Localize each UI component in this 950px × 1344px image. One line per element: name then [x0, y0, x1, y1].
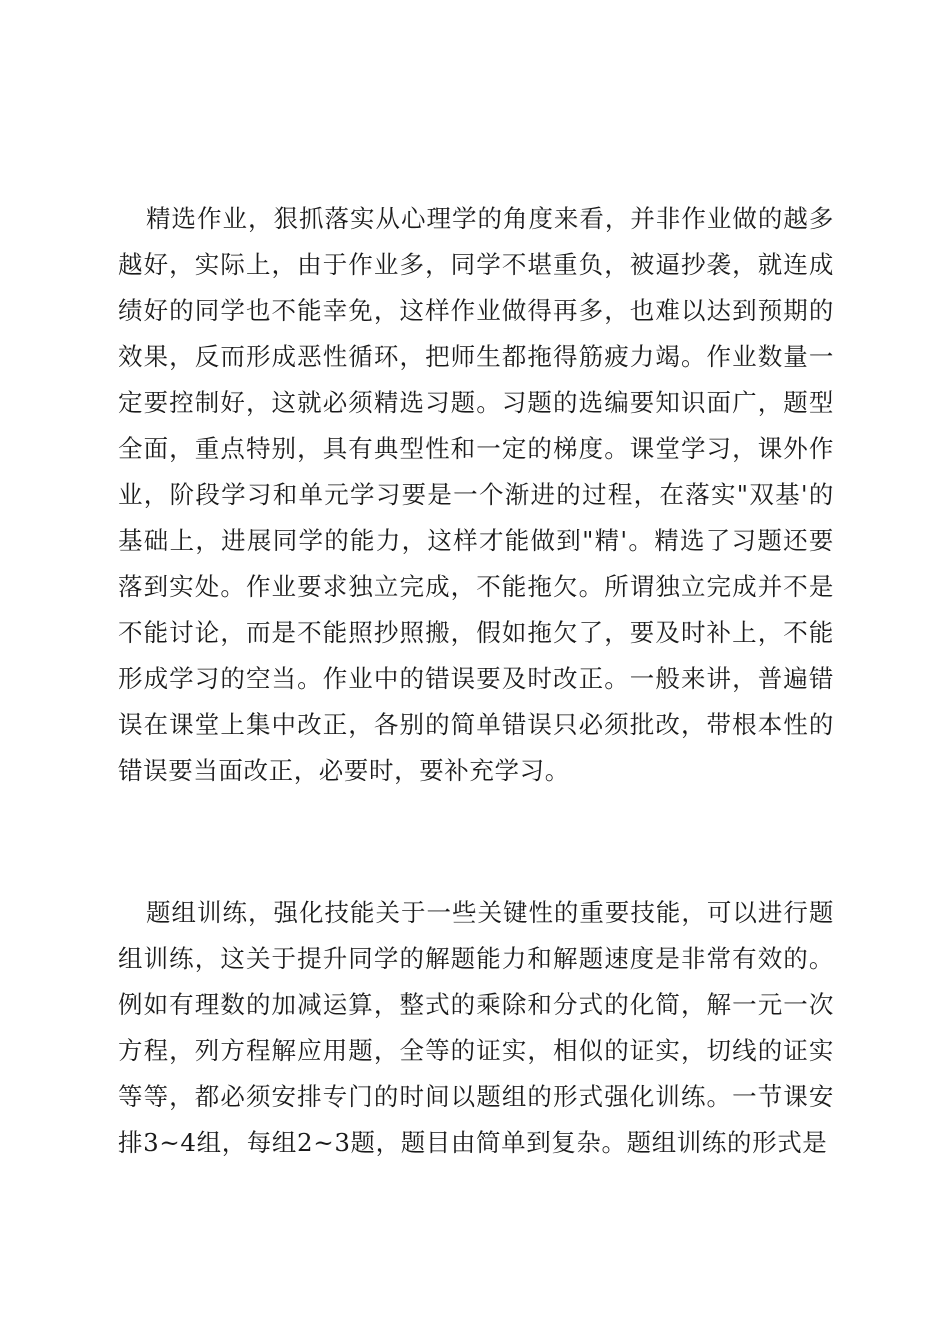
- paragraph-group-training: 题组训练，强化技能关于一些关键性的重要技能，可以进行题组训练，这关于提升同学的解题能力和解题速度是非常有效的。例如有理数的加减运算，整式的乘除和分式的化简，解一元一次方程，列方程解应用题，全等的证实，相似的证实，切线的证实等等，都必须安排专门的时间以题组的形式强化训练。一节课安排3~4组，每组2~3题，题目由简单到复杂。题组训练的形式是: [118, 898, 834, 1157]
- paragraph-homework-selection: 精选作业，狠抓落实从心理学的角度来看，并非作业做的越多越好，实际上，由于作业多，同学不堪重负，被逼抄袭，就连成绩好的同学也不能幸免，这样作业做得再多，也难以达到预期的效果，反而形成恶性循环，把师生都拖得筋疲力竭。作业数量一定要控制好，这就必须精选习题。习题的选编要知识面广，题型全面，重点特别，具有典型性和一定的梯度。课堂学习，课外作业，阶段学习和单元学习要是一个渐进的过程，在落实"双基'的基础上，进展同学的能力，这样才能做到"精'。精选了习题还要落到实处。作业要求独立完成，不能拖欠。所谓独立完成并不是不能讨论，而是不能照抄照搬，假如拖欠了，要及时补上，不能形成学习的空当。作业中的错误要及时改正。一般来讲，普遍错误在课堂上集中改正，各别的简单错误只必须批改，带根本性的错误要当面改正，必要时，要补充学习。: [118, 204, 834, 785]
